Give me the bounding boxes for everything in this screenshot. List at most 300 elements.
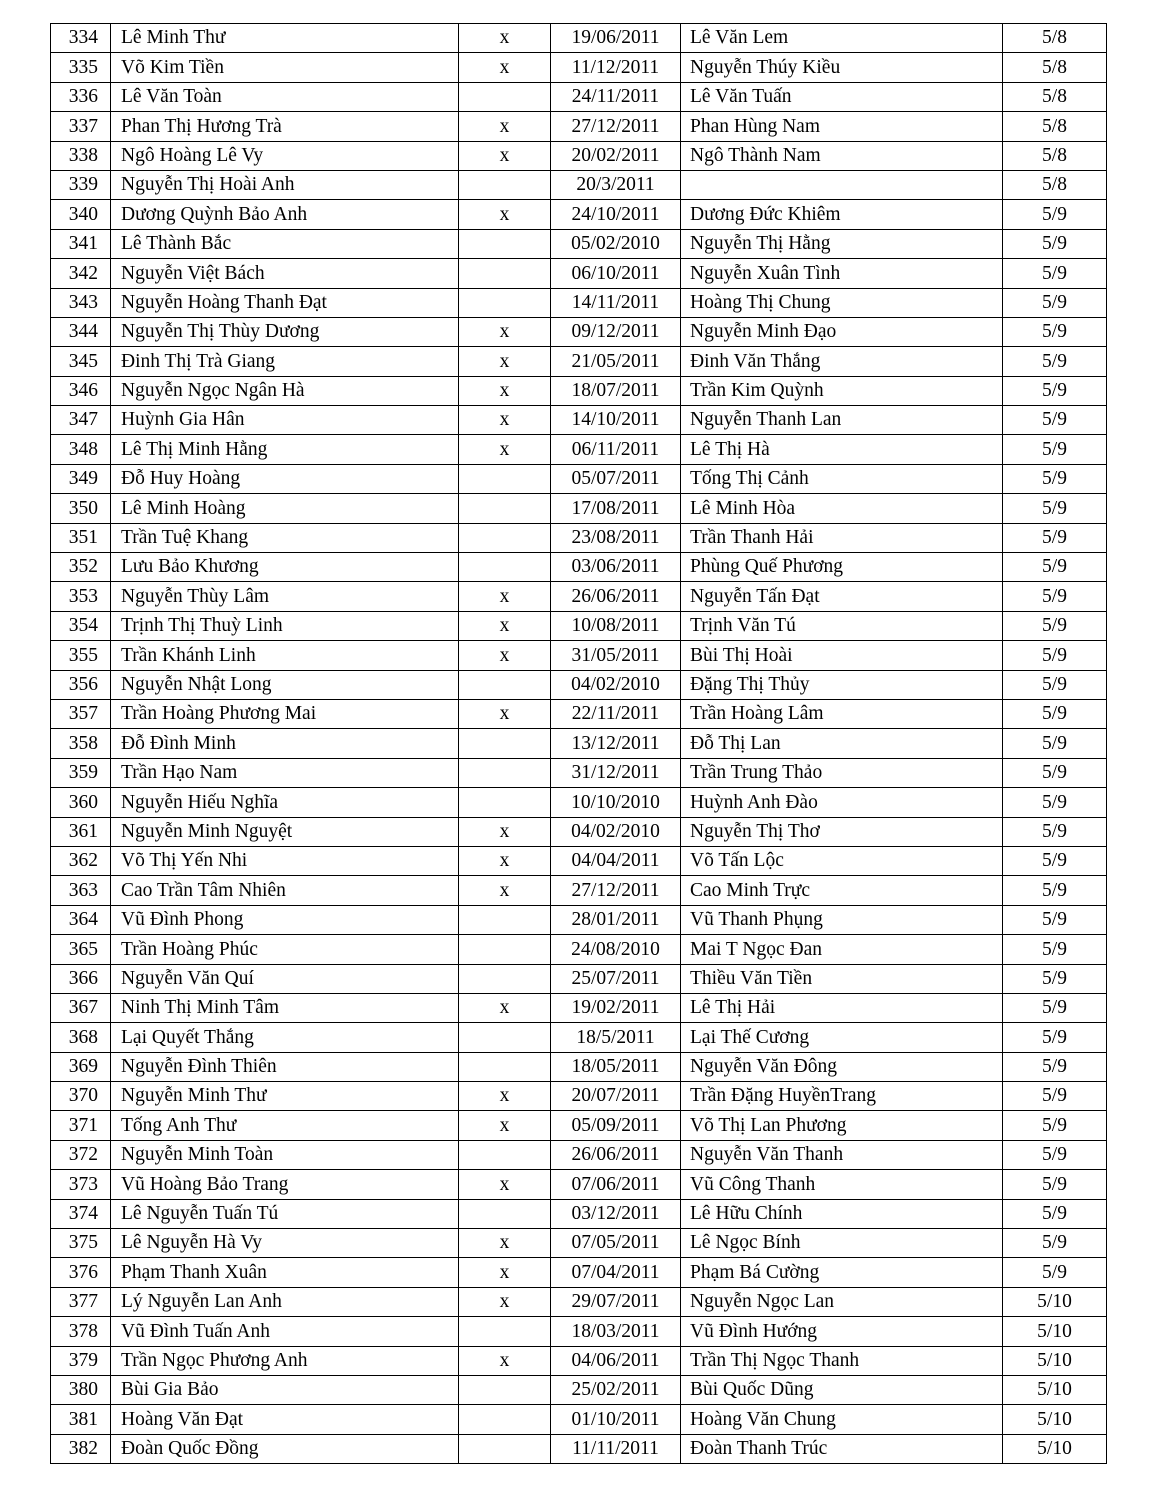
parent-name: Trịnh Văn Tú bbox=[681, 611, 1003, 640]
row-number: 378 bbox=[51, 1317, 111, 1346]
class-name: 5/9 bbox=[1003, 788, 1107, 817]
table-row bbox=[51, 641, 1107, 670]
birth-date: 18/5/2011 bbox=[551, 1023, 681, 1052]
class-name: 5/9 bbox=[1003, 1082, 1107, 1111]
row-number: 350 bbox=[51, 494, 111, 523]
class-name: 5/8 bbox=[1003, 53, 1107, 82]
female-mark: x bbox=[459, 376, 551, 405]
table-row bbox=[51, 993, 1107, 1022]
class-name: 5/9 bbox=[1003, 905, 1107, 934]
table-row bbox=[51, 141, 1107, 170]
birth-date: 04/06/2011 bbox=[551, 1346, 681, 1375]
parent-name: Trần Kim Quỳnh bbox=[681, 376, 1003, 405]
table-row bbox=[51, 1434, 1107, 1463]
table-row bbox=[51, 1229, 1107, 1258]
class-name: 5/9 bbox=[1003, 1199, 1107, 1228]
class-name: 5/9 bbox=[1003, 494, 1107, 523]
student-name: Phạm Thanh Xuân bbox=[111, 1258, 459, 1287]
class-name: 5/9 bbox=[1003, 288, 1107, 317]
parent-name: Phạm Bá Cường bbox=[681, 1258, 1003, 1287]
female-mark: x bbox=[459, 641, 551, 670]
class-name: 5/9 bbox=[1003, 817, 1107, 846]
table-row bbox=[51, 846, 1107, 875]
parent-name: Lê Văn Lem bbox=[681, 24, 1003, 53]
row-number: 363 bbox=[51, 876, 111, 905]
parent-name: Nguyễn Thanh Lan bbox=[681, 406, 1003, 435]
student-name: Đỗ Đình Minh bbox=[111, 729, 459, 758]
student-name: Nguyễn Văn Quí bbox=[111, 964, 459, 993]
row-number: 362 bbox=[51, 846, 111, 875]
table-row bbox=[51, 288, 1107, 317]
student-name: Lại Quyết Thắng bbox=[111, 1023, 459, 1052]
row-number: 348 bbox=[51, 435, 111, 464]
row-number: 368 bbox=[51, 1023, 111, 1052]
table-row bbox=[51, 611, 1107, 640]
table-row bbox=[51, 582, 1107, 611]
parent-name: Nguyễn Văn Thanh bbox=[681, 1140, 1003, 1169]
birth-date: 04/04/2011 bbox=[551, 846, 681, 875]
row-number: 358 bbox=[51, 729, 111, 758]
parent-name: Đoàn Thanh Trúc bbox=[681, 1434, 1003, 1463]
female-mark bbox=[459, 523, 551, 552]
table-row bbox=[51, 699, 1107, 728]
female-mark bbox=[459, 553, 551, 582]
table-row bbox=[51, 317, 1107, 346]
table-row bbox=[51, 347, 1107, 376]
birth-date: 31/12/2011 bbox=[551, 758, 681, 787]
student-name: Đỗ Huy Hoàng bbox=[111, 464, 459, 493]
birth-date: 31/05/2011 bbox=[551, 641, 681, 670]
female-mark: x bbox=[459, 53, 551, 82]
table-row bbox=[51, 1258, 1107, 1287]
student-name: Nguyễn Thị Hoài Anh bbox=[111, 170, 459, 199]
parent-name: Cao Minh Trực bbox=[681, 876, 1003, 905]
class-name: 5/8 bbox=[1003, 112, 1107, 141]
female-mark: x bbox=[459, 876, 551, 905]
birth-date: 24/08/2010 bbox=[551, 935, 681, 964]
parent-name: Bùi Quốc Dũng bbox=[681, 1375, 1003, 1404]
parent-name: Dương Đức Khiêm bbox=[681, 200, 1003, 229]
table-row bbox=[51, 112, 1107, 141]
student-name: Nguyễn Đình Thiên bbox=[111, 1052, 459, 1081]
female-mark: x bbox=[459, 1111, 551, 1140]
parent-name: Nguyễn Xuân Tình bbox=[681, 259, 1003, 288]
student-name: Lê Thị Minh Hằng bbox=[111, 435, 459, 464]
student-name: Lê Văn Toàn bbox=[111, 82, 459, 111]
parent-name: Phùng Quế Phương bbox=[681, 553, 1003, 582]
birth-date: 18/03/2011 bbox=[551, 1317, 681, 1346]
row-number: 359 bbox=[51, 758, 111, 787]
student-name: Dương Quỳnh Bảo Anh bbox=[111, 200, 459, 229]
class-name: 5/9 bbox=[1003, 611, 1107, 640]
birth-date: 14/11/2011 bbox=[551, 288, 681, 317]
table-row bbox=[51, 1170, 1107, 1199]
table-row bbox=[51, 82, 1107, 111]
birth-date: 20/02/2011 bbox=[551, 141, 681, 170]
table-row bbox=[51, 435, 1107, 464]
class-name: 5/10 bbox=[1003, 1346, 1107, 1375]
row-number: 352 bbox=[51, 553, 111, 582]
female-mark bbox=[459, 464, 551, 493]
student-name: Lê Minh Thư bbox=[111, 24, 459, 53]
female-mark: x bbox=[459, 582, 551, 611]
table-row bbox=[51, 1287, 1107, 1316]
female-mark: x bbox=[459, 200, 551, 229]
table-row bbox=[51, 964, 1107, 993]
birth-date: 06/10/2011 bbox=[551, 259, 681, 288]
parent-name: Nguyễn Thị Thơ bbox=[681, 817, 1003, 846]
class-name: 5/9 bbox=[1003, 1258, 1107, 1287]
female-mark bbox=[459, 905, 551, 934]
birth-date: 06/11/2011 bbox=[551, 435, 681, 464]
parent-name: Vũ Đình Hướng bbox=[681, 1317, 1003, 1346]
student-roster-table bbox=[50, 23, 1107, 1464]
birth-date: 28/01/2011 bbox=[551, 905, 681, 934]
table-row bbox=[51, 376, 1107, 405]
table-row bbox=[51, 494, 1107, 523]
birth-date: 11/11/2011 bbox=[551, 1434, 681, 1463]
female-mark bbox=[459, 1199, 551, 1228]
birth-date: 24/10/2011 bbox=[551, 200, 681, 229]
class-name: 5/9 bbox=[1003, 1140, 1107, 1169]
table-row bbox=[51, 1140, 1107, 1169]
parent-name: Võ Thị Lan Phương bbox=[681, 1111, 1003, 1140]
student-name: Huỳnh Gia Hân bbox=[111, 406, 459, 435]
class-name: 5/9 bbox=[1003, 259, 1107, 288]
student-name: Nguyễn Thị Thùy Dương bbox=[111, 317, 459, 346]
row-number: 336 bbox=[51, 82, 111, 111]
parent-name: Đặng Thị Thủy bbox=[681, 670, 1003, 699]
class-name: 5/9 bbox=[1003, 406, 1107, 435]
student-name: Võ Kim Tiền bbox=[111, 53, 459, 82]
parent-name: Lại Thế Cương bbox=[681, 1023, 1003, 1052]
class-name: 5/9 bbox=[1003, 846, 1107, 875]
parent-name: Trần Thanh Hải bbox=[681, 523, 1003, 552]
parent-name: Phan Hùng Nam bbox=[681, 112, 1003, 141]
student-name: Lưu Bảo Khương bbox=[111, 553, 459, 582]
row-number: 340 bbox=[51, 200, 111, 229]
row-number: 347 bbox=[51, 406, 111, 435]
class-name: 5/9 bbox=[1003, 758, 1107, 787]
student-name: Trần Ngọc Phương Anh bbox=[111, 1346, 459, 1375]
student-name: Trần Tuệ Khang bbox=[111, 523, 459, 552]
birth-date: 20/07/2011 bbox=[551, 1082, 681, 1111]
parent-name: Nguyễn Tấn Đạt bbox=[681, 582, 1003, 611]
female-mark: x bbox=[459, 141, 551, 170]
class-name: 5/8 bbox=[1003, 24, 1107, 53]
female-mark: x bbox=[459, 24, 551, 53]
row-number: 339 bbox=[51, 170, 111, 199]
table-row bbox=[51, 523, 1107, 552]
female-mark: x bbox=[459, 699, 551, 728]
class-name: 5/10 bbox=[1003, 1434, 1107, 1463]
birth-date: 03/12/2011 bbox=[551, 1199, 681, 1228]
female-mark: x bbox=[459, 1082, 551, 1111]
parent-name: Võ Tấn Lộc bbox=[681, 846, 1003, 875]
birth-date: 07/05/2011 bbox=[551, 1229, 681, 1258]
female-mark: x bbox=[459, 347, 551, 376]
table-row bbox=[51, 229, 1107, 258]
class-name: 5/10 bbox=[1003, 1287, 1107, 1316]
student-name: Nguyễn Minh Toàn bbox=[111, 1140, 459, 1169]
class-name: 5/9 bbox=[1003, 435, 1107, 464]
parent-name: Vũ Công Thanh bbox=[681, 1170, 1003, 1199]
student-name: Nguyễn Minh Thư bbox=[111, 1082, 459, 1111]
student-name: Nguyễn Ngọc Ngân Hà bbox=[111, 376, 459, 405]
class-name: 5/9 bbox=[1003, 964, 1107, 993]
female-mark bbox=[459, 494, 551, 523]
female-mark bbox=[459, 935, 551, 964]
class-name: 5/9 bbox=[1003, 993, 1107, 1022]
class-name: 5/9 bbox=[1003, 935, 1107, 964]
student-name: Vũ Đình Tuấn Anh bbox=[111, 1317, 459, 1346]
table-row bbox=[51, 406, 1107, 435]
parent-name: Tống Thị Cảnh bbox=[681, 464, 1003, 493]
class-name: 5/9 bbox=[1003, 553, 1107, 582]
table-row bbox=[51, 935, 1107, 964]
row-number: 345 bbox=[51, 347, 111, 376]
student-name: Trần Khánh Linh bbox=[111, 641, 459, 670]
female-mark: x bbox=[459, 1229, 551, 1258]
student-name: Nguyễn Hiếu Nghĩa bbox=[111, 788, 459, 817]
table-row bbox=[51, 1111, 1107, 1140]
row-number: 353 bbox=[51, 582, 111, 611]
female-mark bbox=[459, 170, 551, 199]
birth-date: 19/02/2011 bbox=[551, 993, 681, 1022]
table-row bbox=[51, 788, 1107, 817]
table-row bbox=[51, 1375, 1107, 1404]
row-number: 366 bbox=[51, 964, 111, 993]
parent-name: Vũ Thanh Phụng bbox=[681, 905, 1003, 934]
student-name: Lê Nguyễn Tuấn Tú bbox=[111, 1199, 459, 1228]
table-row bbox=[51, 1199, 1107, 1228]
birth-date: 22/11/2011 bbox=[551, 699, 681, 728]
student-name: Tống Anh Thư bbox=[111, 1111, 459, 1140]
row-number: 354 bbox=[51, 611, 111, 640]
female-mark: x bbox=[459, 1170, 551, 1199]
table-row bbox=[51, 758, 1107, 787]
table-row bbox=[51, 53, 1107, 82]
parent-name: Lê Thị Hải bbox=[681, 993, 1003, 1022]
female-mark: x bbox=[459, 611, 551, 640]
class-name: 5/9 bbox=[1003, 376, 1107, 405]
table-row bbox=[51, 1082, 1107, 1111]
student-name: Nguyễn Việt Bách bbox=[111, 259, 459, 288]
female-mark bbox=[459, 729, 551, 758]
table-row bbox=[51, 259, 1107, 288]
row-number: 361 bbox=[51, 817, 111, 846]
parent-name: Thiều Văn Tiền bbox=[681, 964, 1003, 993]
female-mark bbox=[459, 229, 551, 258]
row-number: 376 bbox=[51, 1258, 111, 1287]
student-name: Nguyễn Nhật Long bbox=[111, 670, 459, 699]
parent-name: Lê Hữu Chính bbox=[681, 1199, 1003, 1228]
birth-date: 05/09/2011 bbox=[551, 1111, 681, 1140]
student-name: Nguyễn Hoàng Thanh Đạt bbox=[111, 288, 459, 317]
student-name: Đoàn Quốc Đồng bbox=[111, 1434, 459, 1463]
class-name: 5/10 bbox=[1003, 1375, 1107, 1404]
female-mark: x bbox=[459, 1287, 551, 1316]
student-name: Vũ Đình Phong bbox=[111, 905, 459, 934]
row-number: 379 bbox=[51, 1346, 111, 1375]
row-number: 360 bbox=[51, 788, 111, 817]
student-name: Trịnh Thị Thuỳ Linh bbox=[111, 611, 459, 640]
birth-date: 04/02/2010 bbox=[551, 817, 681, 846]
student-name: Nguyễn Thùy Lâm bbox=[111, 582, 459, 611]
class-name: 5/9 bbox=[1003, 1052, 1107, 1081]
birth-date: 09/12/2011 bbox=[551, 317, 681, 346]
table-row bbox=[51, 1317, 1107, 1346]
row-number: 380 bbox=[51, 1375, 111, 1404]
parent-name: Ngô Thành Nam bbox=[681, 141, 1003, 170]
parent-name: Nguyễn Thúy Kiều bbox=[681, 53, 1003, 82]
student-name: Lê Nguyễn Hà Vy bbox=[111, 1229, 459, 1258]
row-number: 374 bbox=[51, 1199, 111, 1228]
row-number: 370 bbox=[51, 1082, 111, 1111]
female-mark: x bbox=[459, 317, 551, 346]
student-name: Bùi Gia Bảo bbox=[111, 1375, 459, 1404]
student-name: Phan Thị Hương Trà bbox=[111, 112, 459, 141]
class-name: 5/9 bbox=[1003, 347, 1107, 376]
parent-name: Nguyễn Minh Đạo bbox=[681, 317, 1003, 346]
student-name: Lê Thành Bắc bbox=[111, 229, 459, 258]
table-row bbox=[51, 1023, 1107, 1052]
female-mark: x bbox=[459, 993, 551, 1022]
student-name: Vũ Hoàng Bảo Trang bbox=[111, 1170, 459, 1199]
female-mark bbox=[459, 964, 551, 993]
row-number: 364 bbox=[51, 905, 111, 934]
table-row bbox=[51, 670, 1107, 699]
table-row bbox=[51, 876, 1107, 905]
class-name: 5/10 bbox=[1003, 1317, 1107, 1346]
row-number: 372 bbox=[51, 1140, 111, 1169]
student-name: Cao Trần Tâm Nhiên bbox=[111, 876, 459, 905]
birth-date: 18/07/2011 bbox=[551, 376, 681, 405]
parent-name: Nguyễn Ngọc Lan bbox=[681, 1287, 1003, 1316]
row-number: 334 bbox=[51, 24, 111, 53]
birth-date: 25/07/2011 bbox=[551, 964, 681, 993]
birth-date: 27/12/2011 bbox=[551, 876, 681, 905]
birth-date: 07/04/2011 bbox=[551, 1258, 681, 1287]
parent-name: Lê Minh Hòa bbox=[681, 494, 1003, 523]
birth-date: 23/08/2011 bbox=[551, 523, 681, 552]
birth-date: 13/12/2011 bbox=[551, 729, 681, 758]
row-number: 337 bbox=[51, 112, 111, 141]
row-number: 338 bbox=[51, 141, 111, 170]
student-name: Đinh Thị Trà Giang bbox=[111, 347, 459, 376]
parent-name: Trần Thị Ngọc Thanh bbox=[681, 1346, 1003, 1375]
class-name: 5/8 bbox=[1003, 170, 1107, 199]
parent-name: Bùi Thị Hoài bbox=[681, 641, 1003, 670]
row-number: 349 bbox=[51, 464, 111, 493]
row-number: 367 bbox=[51, 993, 111, 1022]
student-name: Ninh Thị Minh Tâm bbox=[111, 993, 459, 1022]
class-name: 5/9 bbox=[1003, 200, 1107, 229]
row-number: 335 bbox=[51, 53, 111, 82]
class-name: 5/9 bbox=[1003, 523, 1107, 552]
birth-date: 11/12/2011 bbox=[551, 53, 681, 82]
female-mark bbox=[459, 788, 551, 817]
birth-date: 21/05/2011 bbox=[551, 347, 681, 376]
female-mark bbox=[459, 670, 551, 699]
parent-name: Lê Ngọc Bính bbox=[681, 1229, 1003, 1258]
row-number: 382 bbox=[51, 1434, 111, 1463]
birth-date: 24/11/2011 bbox=[551, 82, 681, 111]
student-name: Lê Minh Hoàng bbox=[111, 494, 459, 523]
female-mark: x bbox=[459, 846, 551, 875]
row-number: 343 bbox=[51, 288, 111, 317]
female-mark bbox=[459, 1140, 551, 1169]
parent-name: Lê Thị Hà bbox=[681, 435, 1003, 464]
birth-date: 26/06/2011 bbox=[551, 582, 681, 611]
table-row bbox=[51, 24, 1107, 53]
parent-name: Đỗ Thị Lan bbox=[681, 729, 1003, 758]
female-mark bbox=[459, 758, 551, 787]
class-name: 5/8 bbox=[1003, 141, 1107, 170]
birth-date: 25/02/2011 bbox=[551, 1375, 681, 1404]
parent-name: Trần Đặng HuyềnTrang bbox=[681, 1082, 1003, 1111]
birth-date: 04/02/2010 bbox=[551, 670, 681, 699]
table-row bbox=[51, 170, 1107, 199]
class-name: 5/9 bbox=[1003, 641, 1107, 670]
row-number: 377 bbox=[51, 1287, 111, 1316]
table-row bbox=[51, 200, 1107, 229]
birth-date: 19/06/2011 bbox=[551, 24, 681, 53]
parent-name: Hoàng Văn Chung bbox=[681, 1405, 1003, 1434]
student-name: Ngô Hoàng Lê Vy bbox=[111, 141, 459, 170]
table-row bbox=[51, 729, 1107, 758]
birth-date: 18/05/2011 bbox=[551, 1052, 681, 1081]
parent-name bbox=[681, 170, 1003, 199]
row-number: 356 bbox=[51, 670, 111, 699]
birth-date: 29/07/2011 bbox=[551, 1287, 681, 1316]
row-number: 381 bbox=[51, 1405, 111, 1434]
class-name: 5/9 bbox=[1003, 1170, 1107, 1199]
birth-date: 05/07/2011 bbox=[551, 464, 681, 493]
parent-name: Trần Hoàng Lâm bbox=[681, 699, 1003, 728]
student-name: Trần Hạo Nam bbox=[111, 758, 459, 787]
parent-name: Nguyễn Văn Đông bbox=[681, 1052, 1003, 1081]
row-number: 357 bbox=[51, 699, 111, 728]
birth-date: 03/06/2011 bbox=[551, 553, 681, 582]
class-name: 5/9 bbox=[1003, 699, 1107, 728]
female-mark bbox=[459, 1375, 551, 1404]
female-mark bbox=[459, 1052, 551, 1081]
table-row bbox=[51, 464, 1107, 493]
student-name: Lý Nguyễn Lan Anh bbox=[111, 1287, 459, 1316]
class-name: 5/8 bbox=[1003, 82, 1107, 111]
table-row bbox=[51, 905, 1107, 934]
roster-body bbox=[51, 24, 1107, 1464]
birth-date: 10/08/2011 bbox=[551, 611, 681, 640]
student-name: Trần Hoàng Phúc bbox=[111, 935, 459, 964]
parent-name: Lê Văn Tuấn bbox=[681, 82, 1003, 111]
class-name: 5/9 bbox=[1003, 229, 1107, 258]
female-mark bbox=[459, 288, 551, 317]
parent-name: Hoàng Thị Chung bbox=[681, 288, 1003, 317]
birth-date: 14/10/2011 bbox=[551, 406, 681, 435]
birth-date: 07/06/2011 bbox=[551, 1170, 681, 1199]
parent-name: Nguyễn Thị Hằng bbox=[681, 229, 1003, 258]
class-name: 5/9 bbox=[1003, 1229, 1107, 1258]
table-row bbox=[51, 1052, 1107, 1081]
parent-name: Trần Trung Thảo bbox=[681, 758, 1003, 787]
female-mark: x bbox=[459, 112, 551, 141]
row-number: 355 bbox=[51, 641, 111, 670]
class-name: 5/9 bbox=[1003, 1111, 1107, 1140]
student-name: Nguyễn Minh Nguyệt bbox=[111, 817, 459, 846]
female-mark: x bbox=[459, 435, 551, 464]
